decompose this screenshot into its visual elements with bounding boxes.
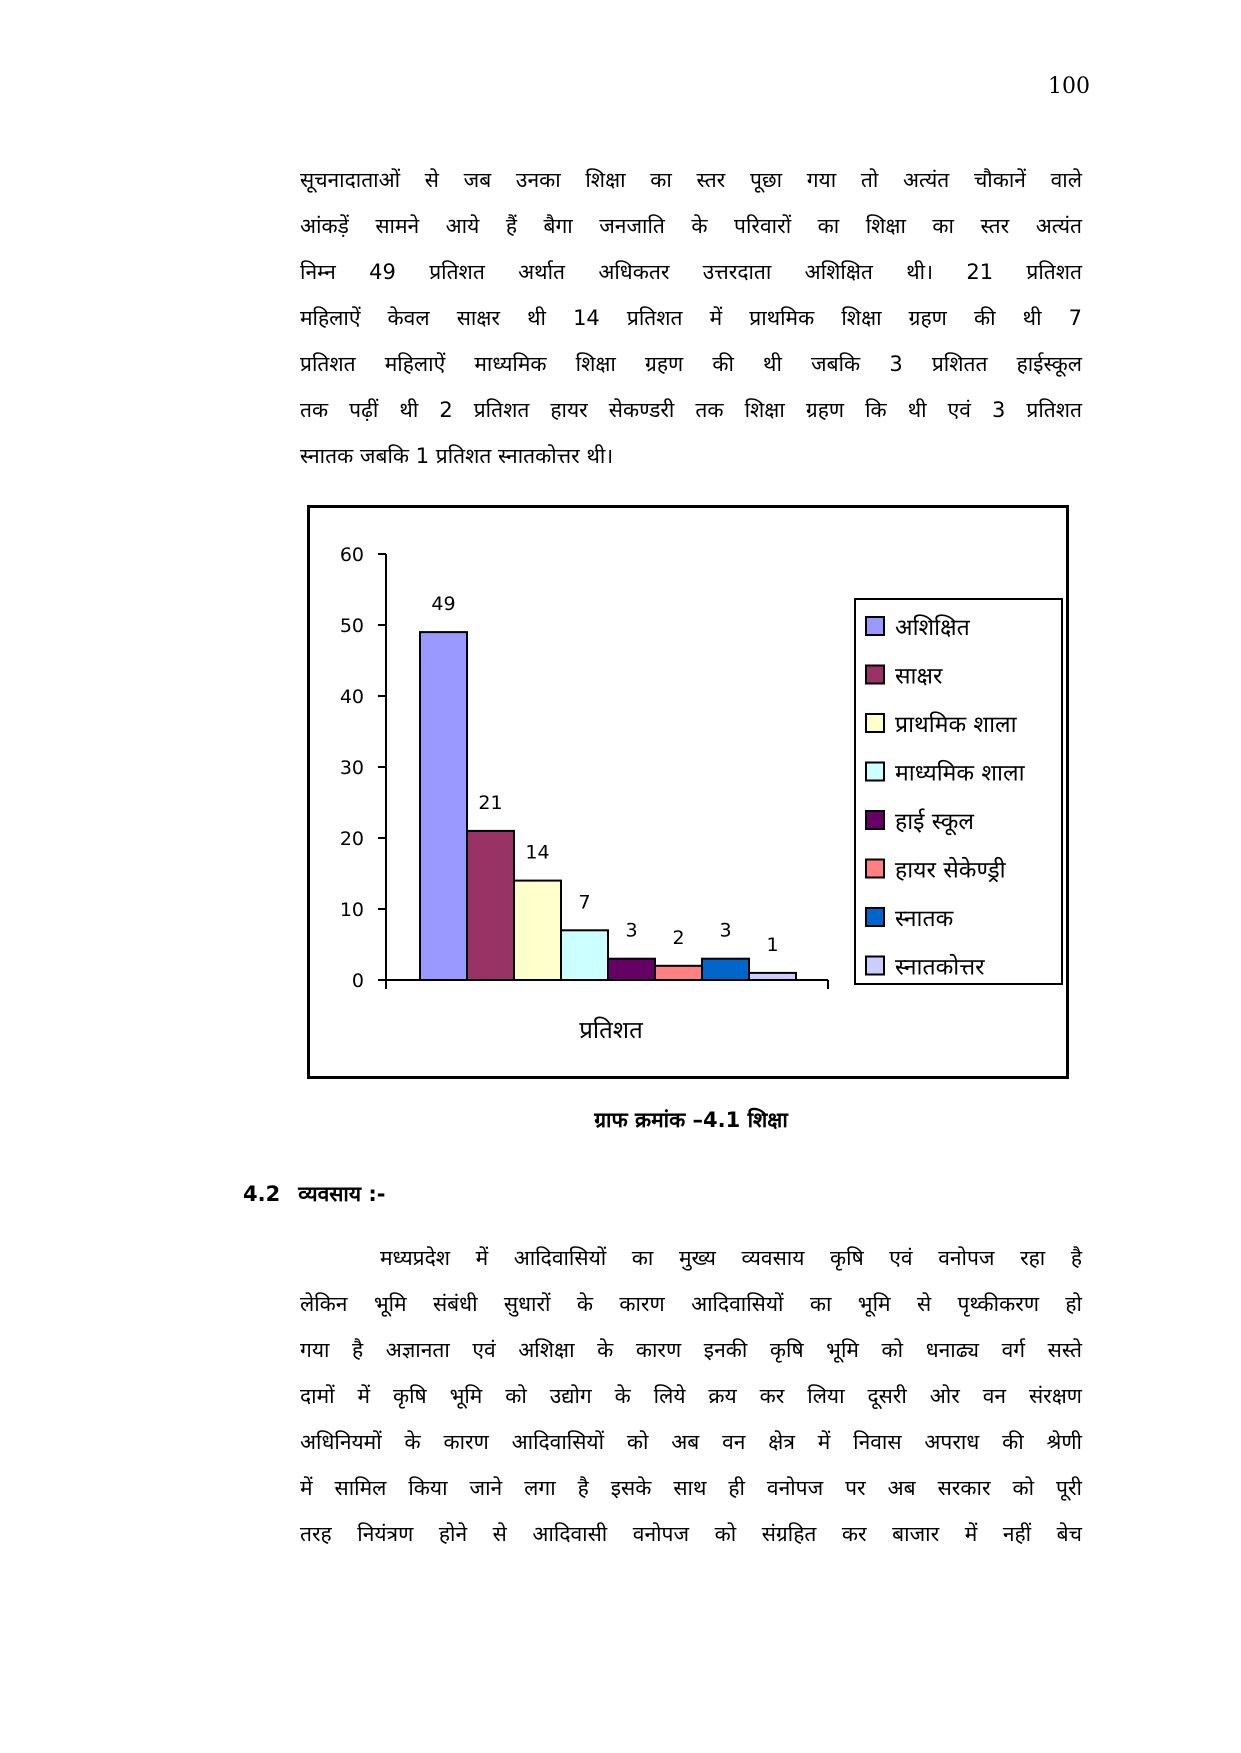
y-tick-label: 40 bbox=[339, 686, 364, 708]
paragraph-line: तरह नियंत्रण होने से आदिवासी वनोपज को संग्रहित कर बाजार में नहीं बेच bbox=[300, 1522, 1082, 1546]
legend-label: स्नातकोत्तर bbox=[895, 954, 985, 981]
paragraph-line: दामों में कृषि भूमि को उद्योग के लिये क्रय कर लिया दूसरी ओर वन संरक्षण bbox=[300, 1384, 1082, 1408]
legend-swatch bbox=[866, 811, 884, 829]
legend-label: स्नातक bbox=[895, 906, 954, 932]
bar bbox=[561, 930, 608, 980]
paragraph-line: स्नातक जबकि 1 प्रतिशत स्नातकोत्तर थी। bbox=[300, 444, 614, 468]
bar bbox=[514, 881, 561, 980]
education-chart bbox=[307, 505, 1069, 1079]
legend-label: हाई स्कूल bbox=[895, 809, 974, 835]
bar bbox=[749, 973, 796, 980]
legend-swatch bbox=[866, 908, 884, 926]
data-label: 3 bbox=[625, 919, 638, 942]
y-tick-label: 60 bbox=[339, 544, 364, 566]
data-label: 14 bbox=[525, 841, 550, 864]
figure-caption: ग्राफ क्रमांक –4.1 शिक्षा bbox=[594, 1108, 788, 1132]
data-label: 7 bbox=[578, 891, 591, 914]
legend-swatch bbox=[866, 957, 884, 975]
legend-swatch bbox=[866, 763, 884, 781]
legend-box bbox=[855, 599, 1062, 984]
paragraph-line: प्रतिशत महिलाऐं माध्यमिक शिक्षा ग्रहण की थी जबकि 3 प्रशितत हाईस्कूल bbox=[300, 352, 1082, 376]
y-tick-label: 30 bbox=[339, 757, 364, 779]
section-heading bbox=[243, 1180, 403, 1208]
bar bbox=[655, 966, 702, 980]
legend-label: प्राथमिक शाला bbox=[895, 712, 1017, 738]
paragraph-line: सूचनादाताओं से जब उनका शिक्षा का स्तर पूछा गया तो अत्यंत चौकानें वाले bbox=[300, 168, 1082, 192]
x-axis-label: प्रतिशत bbox=[579, 1016, 643, 1044]
legend-swatch bbox=[866, 666, 884, 684]
paragraph-line: मध्यप्रदेश में आदिवासियों का मुख्य व्यवसाय कृषि एवं वनोपज रहा है bbox=[380, 1246, 1082, 1270]
section-title: व्यवसाय :- bbox=[298, 1182, 386, 1206]
data-label: 3 bbox=[719, 919, 732, 942]
paragraph-line: आंकड़ें सामने आये हैं बैगा जनजाति के परिवारों का शिक्षा का स्तर अत्यंत bbox=[300, 214, 1082, 238]
bar bbox=[702, 959, 749, 980]
y-tick-label: 50 bbox=[339, 615, 364, 637]
legend-swatch bbox=[866, 860, 884, 878]
paragraph-line: निम्न 49 प्रतिशत अर्थात अधिकतर उत्तरदाता अशिक्षित थी। 21 प्रतिशत bbox=[300, 260, 1082, 284]
bar bbox=[608, 959, 655, 980]
page-number: 100 bbox=[1048, 74, 1090, 99]
occupation-paragraph bbox=[300, 1235, 1082, 1557]
bar bbox=[420, 632, 467, 980]
y-tick-label: 0 bbox=[351, 970, 364, 992]
paragraph-line: तक पढ़ीं थी 2 प्रतिशत हायर सेकण्डरी तक शिक्षा ग्रहण कि थी एवं 3 प्रतिशत bbox=[300, 398, 1082, 422]
chart-canvas bbox=[310, 508, 1066, 1076]
legend-swatch bbox=[866, 617, 884, 635]
paragraph-line: गया है अज्ञानता एवं अशिक्षा के कारण इनकी कृषि भूमि को धनाढ्य वर्ग सस्ते bbox=[300, 1338, 1082, 1362]
legend-label: अशिक्षित bbox=[895, 615, 970, 641]
paragraph-line: में सामिल किया जाने लगा है इसके साथ ही वनोपज पर अब सरकार को पूरी bbox=[300, 1476, 1082, 1500]
y-tick-label: 10 bbox=[339, 899, 364, 921]
data-label: 21 bbox=[478, 791, 503, 814]
legend-swatch bbox=[866, 714, 884, 732]
legend-label: माध्यमिक शाला bbox=[895, 760, 1025, 787]
paragraph-line: महिलाऐं केवल साक्षर थी 14 प्रतिशत में प्राथमिक शिक्षा ग्रहण की थी 7 bbox=[300, 306, 1082, 330]
y-tick-label: 20 bbox=[339, 828, 364, 850]
bar bbox=[467, 831, 514, 980]
legend-label: साक्षर bbox=[895, 663, 943, 690]
data-label: 2 bbox=[672, 926, 685, 949]
data-label: 1 bbox=[766, 933, 779, 956]
legend-label: हायर सेकेण्ड्री bbox=[895, 857, 1006, 884]
paragraph-line: अधिनियमों के कारण आदिवासियों को अब वन क्षेत्र में निवास अपराध की श्रेणी bbox=[300, 1430, 1082, 1454]
paragraph-line: लेकिन भूमि संबंधी सुधारों के कारण आदिवासियों का भूमि से पृथ्कीकरण हो bbox=[300, 1292, 1082, 1316]
section-number: 4.2 bbox=[243, 1182, 281, 1206]
intro-paragraph bbox=[300, 157, 1082, 479]
data-label: 49 bbox=[431, 593, 456, 616]
